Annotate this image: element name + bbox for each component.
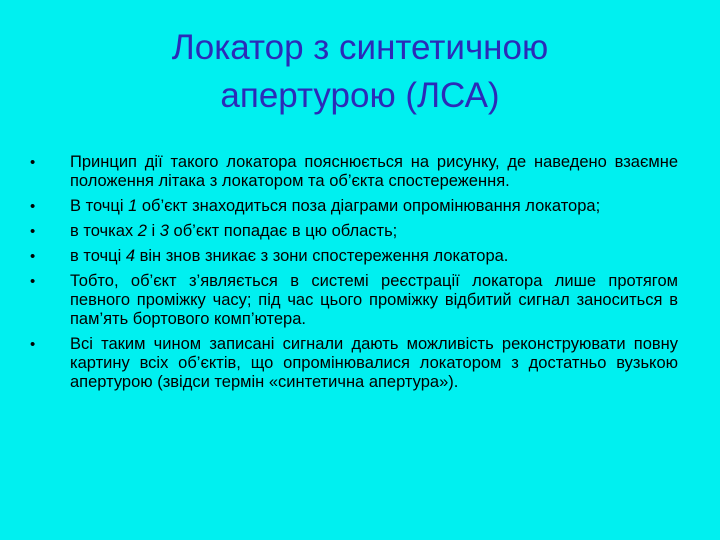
bullet-icon: •	[30, 273, 36, 290]
bullet-text	[70, 197, 600, 215]
bullet-icon: •	[30, 336, 36, 353]
bullet-text	[70, 335, 678, 391]
bullet-item	[30, 222, 678, 241]
slide-title-line-1: Локатор з синтетичною	[171, 28, 549, 67]
bullet-text-part: в точках	[70, 222, 138, 240]
point-number: 3	[159, 222, 169, 240]
bullet-text-part: об’єкт знаходиться поза діаграми опромінювання локатора;	[137, 197, 601, 215]
point-number: 2	[137, 222, 147, 240]
bullet-text-part: Принцип дії такого локатора пояснюється на рисунку, де наведено взаємне положення літака з локатором та об’єкта спостереження.	[70, 153, 678, 190]
bullet-item	[30, 247, 678, 266]
bullet-item	[30, 335, 678, 392]
bullet-text-part: об’єкт попадає в цю область;	[168, 222, 398, 240]
bullet-text-part: В точці	[70, 197, 129, 215]
slide-title-line-2: апертурою (ЛСА)	[220, 76, 500, 115]
bullet-text-part: він знов зникає з зони спостереження локатора.	[135, 247, 509, 265]
bullet-text-part: Всі таким чином записані сигнали дають можливість реконструювати повну картину всіх об’єктів, що опромінювалися локатором з достатньо вузькою апертурою (звідси термін «синтетична апертура»).	[70, 335, 678, 391]
point-number: 1	[128, 197, 138, 215]
bullet-icon: •	[30, 154, 36, 171]
bullet-item	[30, 153, 678, 191]
bullet-text-part: і	[146, 222, 160, 240]
point-number: 4	[125, 247, 136, 265]
bullet-text	[70, 247, 508, 265]
bullet-text-part: в точці	[70, 247, 126, 265]
bullet-icon: •	[30, 223, 36, 240]
bullet-list	[30, 153, 678, 398]
bullet-text	[70, 222, 397, 240]
bullet-item	[30, 197, 678, 216]
slide-title	[40, 24, 680, 120]
bullet-text	[70, 272, 678, 328]
bullet-icon: •	[30, 248, 36, 265]
bullet-icon: •	[30, 198, 36, 215]
bullet-text-part: Тобто, об’єкт з’являється в системі реєстрації локатора лише протягом певного проміжку часу; під час цього проміжку відбитий сигнал заноситься в пам’ять бортового комп’ютера.	[70, 272, 678, 328]
bullet-text	[70, 153, 678, 190]
bullet-item	[30, 272, 678, 329]
